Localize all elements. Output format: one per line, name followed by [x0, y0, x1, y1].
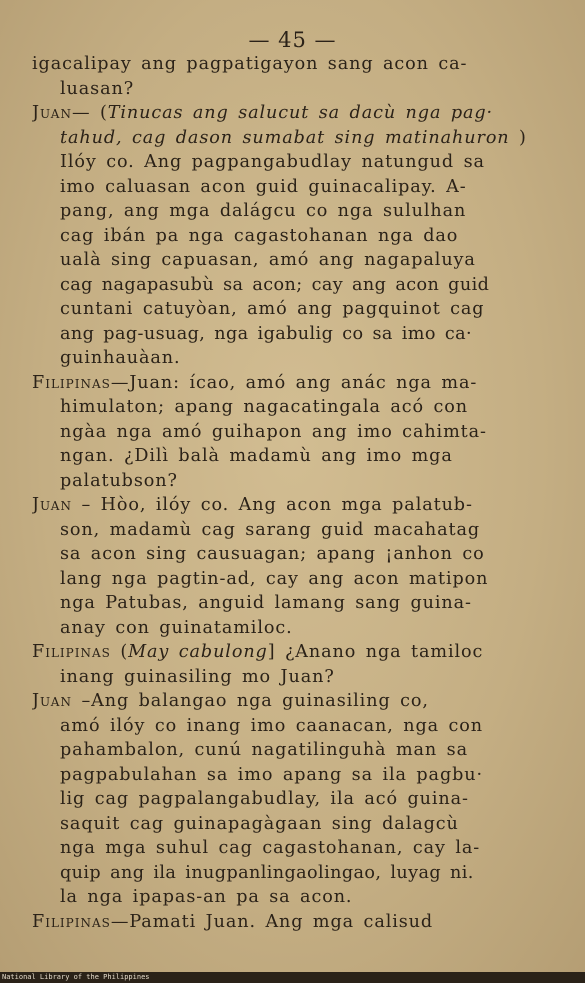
- line-text: anay con guinatamiloc.: [60, 617, 293, 638]
- line-text: ngàa nga amó guihapon ang imo cahimta-: [60, 421, 487, 442]
- text-line: [32, 591, 560, 616]
- speaker-name: Juan: [32, 495, 72, 515]
- text-line: [32, 910, 560, 935]
- speaker-name: Filipinas: [32, 372, 111, 393]
- stage-direction: May cabulong: [128, 642, 268, 662]
- text-line: [32, 444, 560, 469]
- text-line: [32, 77, 560, 102]
- line-text: himulaton; apang nagacatingala acó con: [60, 397, 468, 417]
- text-line: [32, 248, 560, 273]
- line-text: son, madamù cag sarang guid macahatag: [60, 519, 481, 540]
- line-text: cag ibán pa nga cagastohanan nga dao: [60, 225, 459, 246]
- speaker-name: Filipinas: [32, 642, 111, 662]
- text-line: [32, 763, 560, 788]
- text-line: [32, 273, 560, 298]
- line-text: amó ilóy co inang imo caanacan, nga con: [60, 715, 483, 736]
- text-line: [32, 616, 560, 641]
- line-text: ): [509, 127, 527, 148]
- stage-direction: Tinucas ang salucut sa dacù nga pag·: [107, 103, 494, 123]
- line-text: saquit cag guinapagàgaan sing dalagcù: [60, 813, 459, 834]
- line-text: ualà sing capuasan, amó ang nagapaluya: [60, 250, 476, 270]
- text-line: [32, 469, 560, 494]
- speaker-name: Juan: [32, 691, 72, 711]
- text-line: [32, 493, 560, 518]
- text-line: [32, 542, 560, 567]
- text-line: [32, 885, 560, 910]
- line-text: nga mga suhul cag cagastohanan, cay la-: [60, 838, 481, 858]
- text-line: [32, 812, 560, 837]
- line-text: nga Patubas, anguid lamang sang guina-: [60, 593, 472, 613]
- page-body: [32, 52, 560, 934]
- line-text: imo caluasan acon guid guinacalipay. A-: [60, 176, 467, 197]
- text-line: [32, 518, 560, 543]
- text-line: [32, 224, 560, 249]
- line-text: lig cag pagpalangabudlay, ila acó guina-: [60, 789, 469, 809]
- text-line: [32, 371, 560, 396]
- line-text: lang nga pagtin-ad, cay ang acon matipon: [60, 568, 489, 589]
- line-text: —Juan: ícao, amó ang anác nga ma-: [110, 372, 478, 393]
- line-text: — (: [71, 103, 108, 123]
- text-line: [32, 150, 560, 175]
- text-line: [32, 689, 560, 714]
- text-line: [32, 52, 560, 77]
- text-line: [32, 787, 560, 812]
- line-text: Ilóy co. Ang pagpangabudlay natungud sa: [60, 152, 485, 172]
- line-text: cuntani catuyòan, amó ang pagquinot cag: [60, 299, 485, 319]
- text-line: [32, 861, 560, 886]
- line-text: ang pag-usuag, nga igabulig co sa imo ca·: [60, 323, 472, 344]
- text-line: [32, 567, 560, 592]
- text-line: [32, 665, 560, 690]
- text-line: [32, 346, 560, 371]
- page-number: — 45 —: [248, 28, 337, 52]
- text-line: [32, 738, 560, 763]
- line-text: ] ¿Anano nga tamiloc: [267, 642, 484, 662]
- speaker-name: Juan: [32, 103, 72, 123]
- line-text: sa acon sing causuagan; apang ¡anhon co: [60, 544, 485, 564]
- text-line: [32, 420, 560, 445]
- text-line: [32, 322, 560, 347]
- text-line: [32, 395, 560, 420]
- text-line: [32, 175, 560, 200]
- line-text: —Pamati Juan. Ang mga calisud: [110, 911, 434, 932]
- line-text: pahambalon, cunú nagatilinguhà man sa: [60, 740, 468, 760]
- line-text: quip ang ila inugpanlingaolingao, luyag ni.: [60, 862, 474, 883]
- line-text: igacalipay ang pagpatigayon sang acon ca-: [32, 54, 468, 74]
- line-text: pang, ang mga dalágcu co nga sululhan: [60, 201, 467, 221]
- library-credit: National Library of the Philippines: [2, 973, 150, 981]
- line-text: –Ang balangao nga guinasiling co,: [71, 691, 429, 711]
- line-text: – Hòo, ilóy co. Ang acon mga palatub-: [71, 495, 473, 515]
- text-line: [32, 836, 560, 861]
- text-line: [32, 126, 560, 151]
- text-line: [32, 297, 560, 322]
- line-text: ngan. ¿Dilì balà madamù ang imo mga: [60, 446, 453, 466]
- line-text: inang guinasiling mo Juan?: [60, 666, 335, 687]
- line-text: la nga ipapas-an pa sa acon.: [60, 887, 353, 907]
- line-text: (: [110, 642, 129, 662]
- line-text: luasan?: [60, 78, 135, 99]
- line-text: cag nagapasubù sa acon; cay ang acon guid: [60, 274, 490, 295]
- text-line: [32, 714, 560, 739]
- line-text: guinhauàan.: [60, 348, 181, 368]
- line-text: pagpabulahan sa imo apang sa ila pagbu·: [60, 764, 483, 785]
- text-line: [32, 101, 560, 126]
- stage-direction: tahud, cag dason sumabat sing matinahuron: [60, 127, 510, 148]
- speaker-name: Filipinas: [32, 911, 111, 932]
- text-line: [32, 199, 560, 224]
- line-text: palatubson?: [60, 470, 178, 491]
- text-line: [32, 640, 560, 665]
